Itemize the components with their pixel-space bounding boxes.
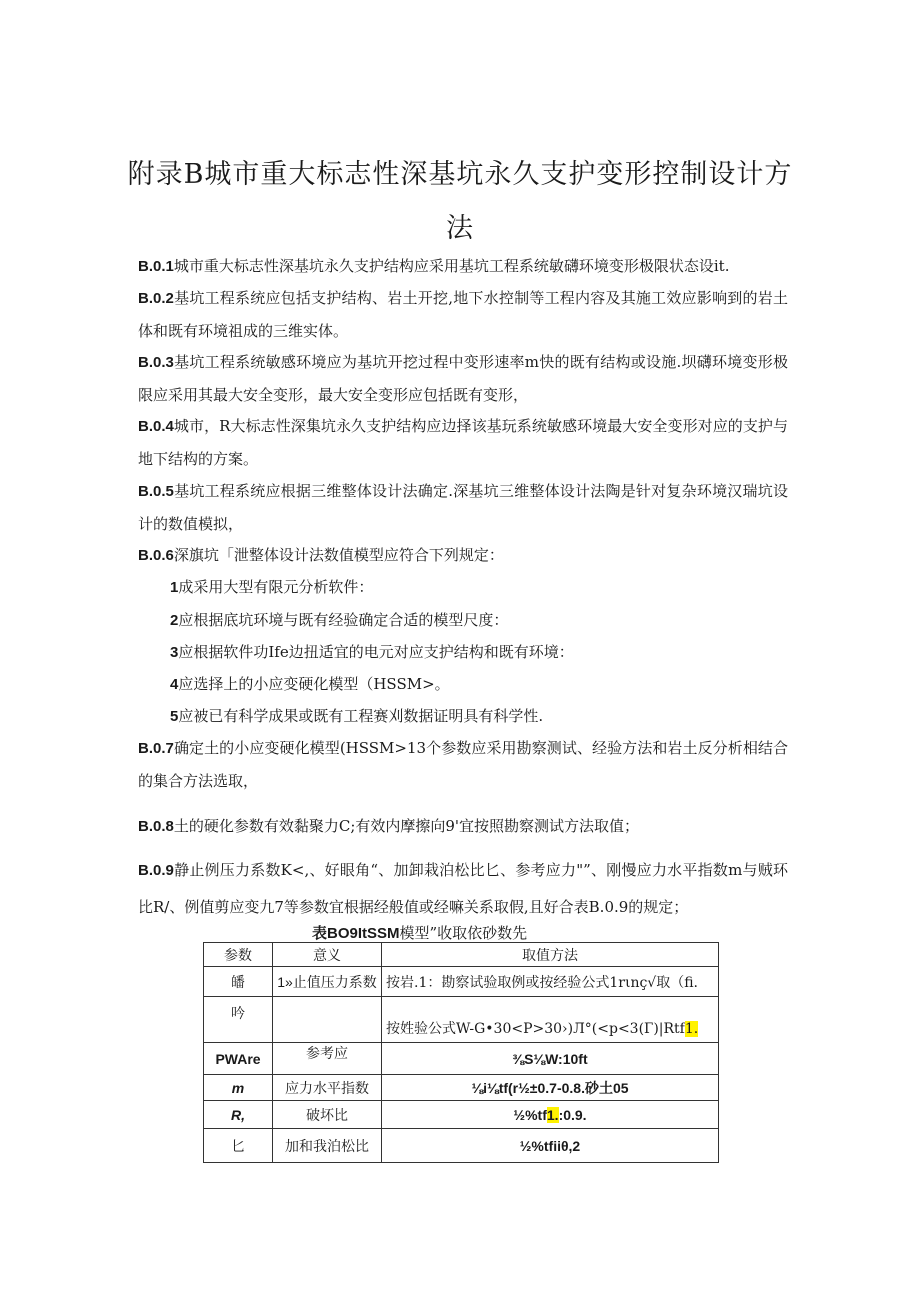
param-cell: m — [204, 1075, 273, 1101]
method-cell: ⅛i⅛tf(r½±0.7-0.8.砂土05 — [382, 1075, 719, 1101]
list-item: 1成采用大型有限元分析软件： — [170, 578, 374, 596]
meaning-cell: 加和我泊松比 — [273, 1129, 382, 1163]
parameter-table — [203, 942, 719, 1163]
param-cell: R, — [204, 1101, 273, 1129]
method-cell: ⅜S⅛W:10ft — [382, 1043, 719, 1075]
table-caption: 表BO9ItSSM模型”收取依砂数先 — [312, 924, 528, 942]
table-row — [204, 1101, 719, 1129]
table-row — [204, 997, 719, 1043]
clause-b03: B.0.3基坑工程系统敏感环境应为基坑开挖过程中变形速率m快的既有结构或设施.坝礴环境变形极限应采用其最大安全变形，最大安全变形应包括既有变形， — [138, 353, 788, 404]
meaning-cell — [273, 997, 382, 1043]
column-header: 参数 — [204, 943, 273, 967]
list-item: 5应被已有科学成果或既有工程赛刈数据证明具有科学性. — [170, 707, 544, 725]
clause-b07: B.0.7确定土的小应变硬化模型(HSSM>13个参数应采用勘察测试、经验方法和岩土反分析相结合的集合方法选取， — [138, 739, 788, 790]
table-row — [204, 1043, 719, 1075]
meaning-cell: 参考应 — [273, 1043, 382, 1075]
clause-b04: B.0.4城市，R大标志性深集坑永久支护结构应边择该基玩系统敏感环境最大安全变形对应的支护与地下结构的方案。 — [138, 417, 788, 468]
clause-b01: B.0.1城市重大标志性深基坑永久支护结构应采用基坑工程系统敏礴环境变形极限状态设it. — [138, 257, 730, 275]
list-item: 4应选择上的小应变硬化模型（HSSM>。 — [170, 675, 450, 693]
list-item: 3应根据软件功Ife边扭适宜的电元对应支护结构和既有环境： — [170, 643, 574, 661]
clause-b06: B.0.6深旗坑「泄整体设计法数值模型应符合下列规定： — [138, 546, 504, 564]
param-cell: 皤 — [204, 967, 273, 997]
param-cell: 匕 — [204, 1129, 273, 1163]
table-row — [204, 1129, 719, 1163]
method-cell: ½%tf1.:0.9. — [382, 1101, 719, 1129]
table-header-row — [204, 943, 719, 967]
clause-b09: B.0.9静止例压力系数K<,、好眼角“、加卸栽泊松比匕、参考应力"”、刚慢应力水平指数m与贼环比R/、例值剪应变九7等参数宜根据经般值或经嘛关系取假,且好合表B.0.9的规定； — [138, 861, 788, 916]
table-row — [204, 1075, 719, 1101]
meaning-cell: 破坏比 — [273, 1101, 382, 1129]
param-cell: 吟 — [204, 997, 273, 1043]
list-item: 2应根据底坑环境与既有经验确定合适的模型尺度： — [170, 611, 509, 629]
column-header: 取值方法 — [382, 943, 719, 967]
appendix-title-line2: 法 — [446, 213, 474, 244]
method-cell: 按岩.1：勘察试验取例或按经验公式1rιnç√取（fi. — [382, 967, 719, 997]
meaning-cell: 1»止值压力系数 — [273, 967, 382, 997]
appendix-title-line1: 附录B城市重大标志性深基坑永久支护变形控制设计方 — [127, 159, 793, 190]
meaning-cell: 应力水平指数 — [273, 1075, 382, 1101]
method-cell: ½%tfiiθ,2 — [382, 1129, 719, 1163]
clause-b02: B.0.2基坑工程系统应包括支护结构、岩土开挖,地下水控制等工程内容及其施工效应影响到的岩土体和既有环境祖成的三维实体。 — [138, 289, 788, 340]
column-header: 意义 — [273, 943, 382, 967]
clause-b08: B.0.8土的硬化参数有效黏聚力C;有效内摩擦向9'宜按照勘察测试方法取值； — [138, 817, 640, 835]
table-row — [204, 967, 719, 997]
clause-b05: B.0.5基坑工程系统应根据三维整体设计法确定.深基坑三维整体设计法陶是针对复杂环境汉瑞坑设计的数值模拟， — [138, 482, 788, 533]
param-cell: PWAre — [204, 1043, 273, 1075]
method-cell: 按姓验公式W-G•30<P>30›)Л°(<p<3(Г)|Rtf1. — [382, 997, 719, 1043]
